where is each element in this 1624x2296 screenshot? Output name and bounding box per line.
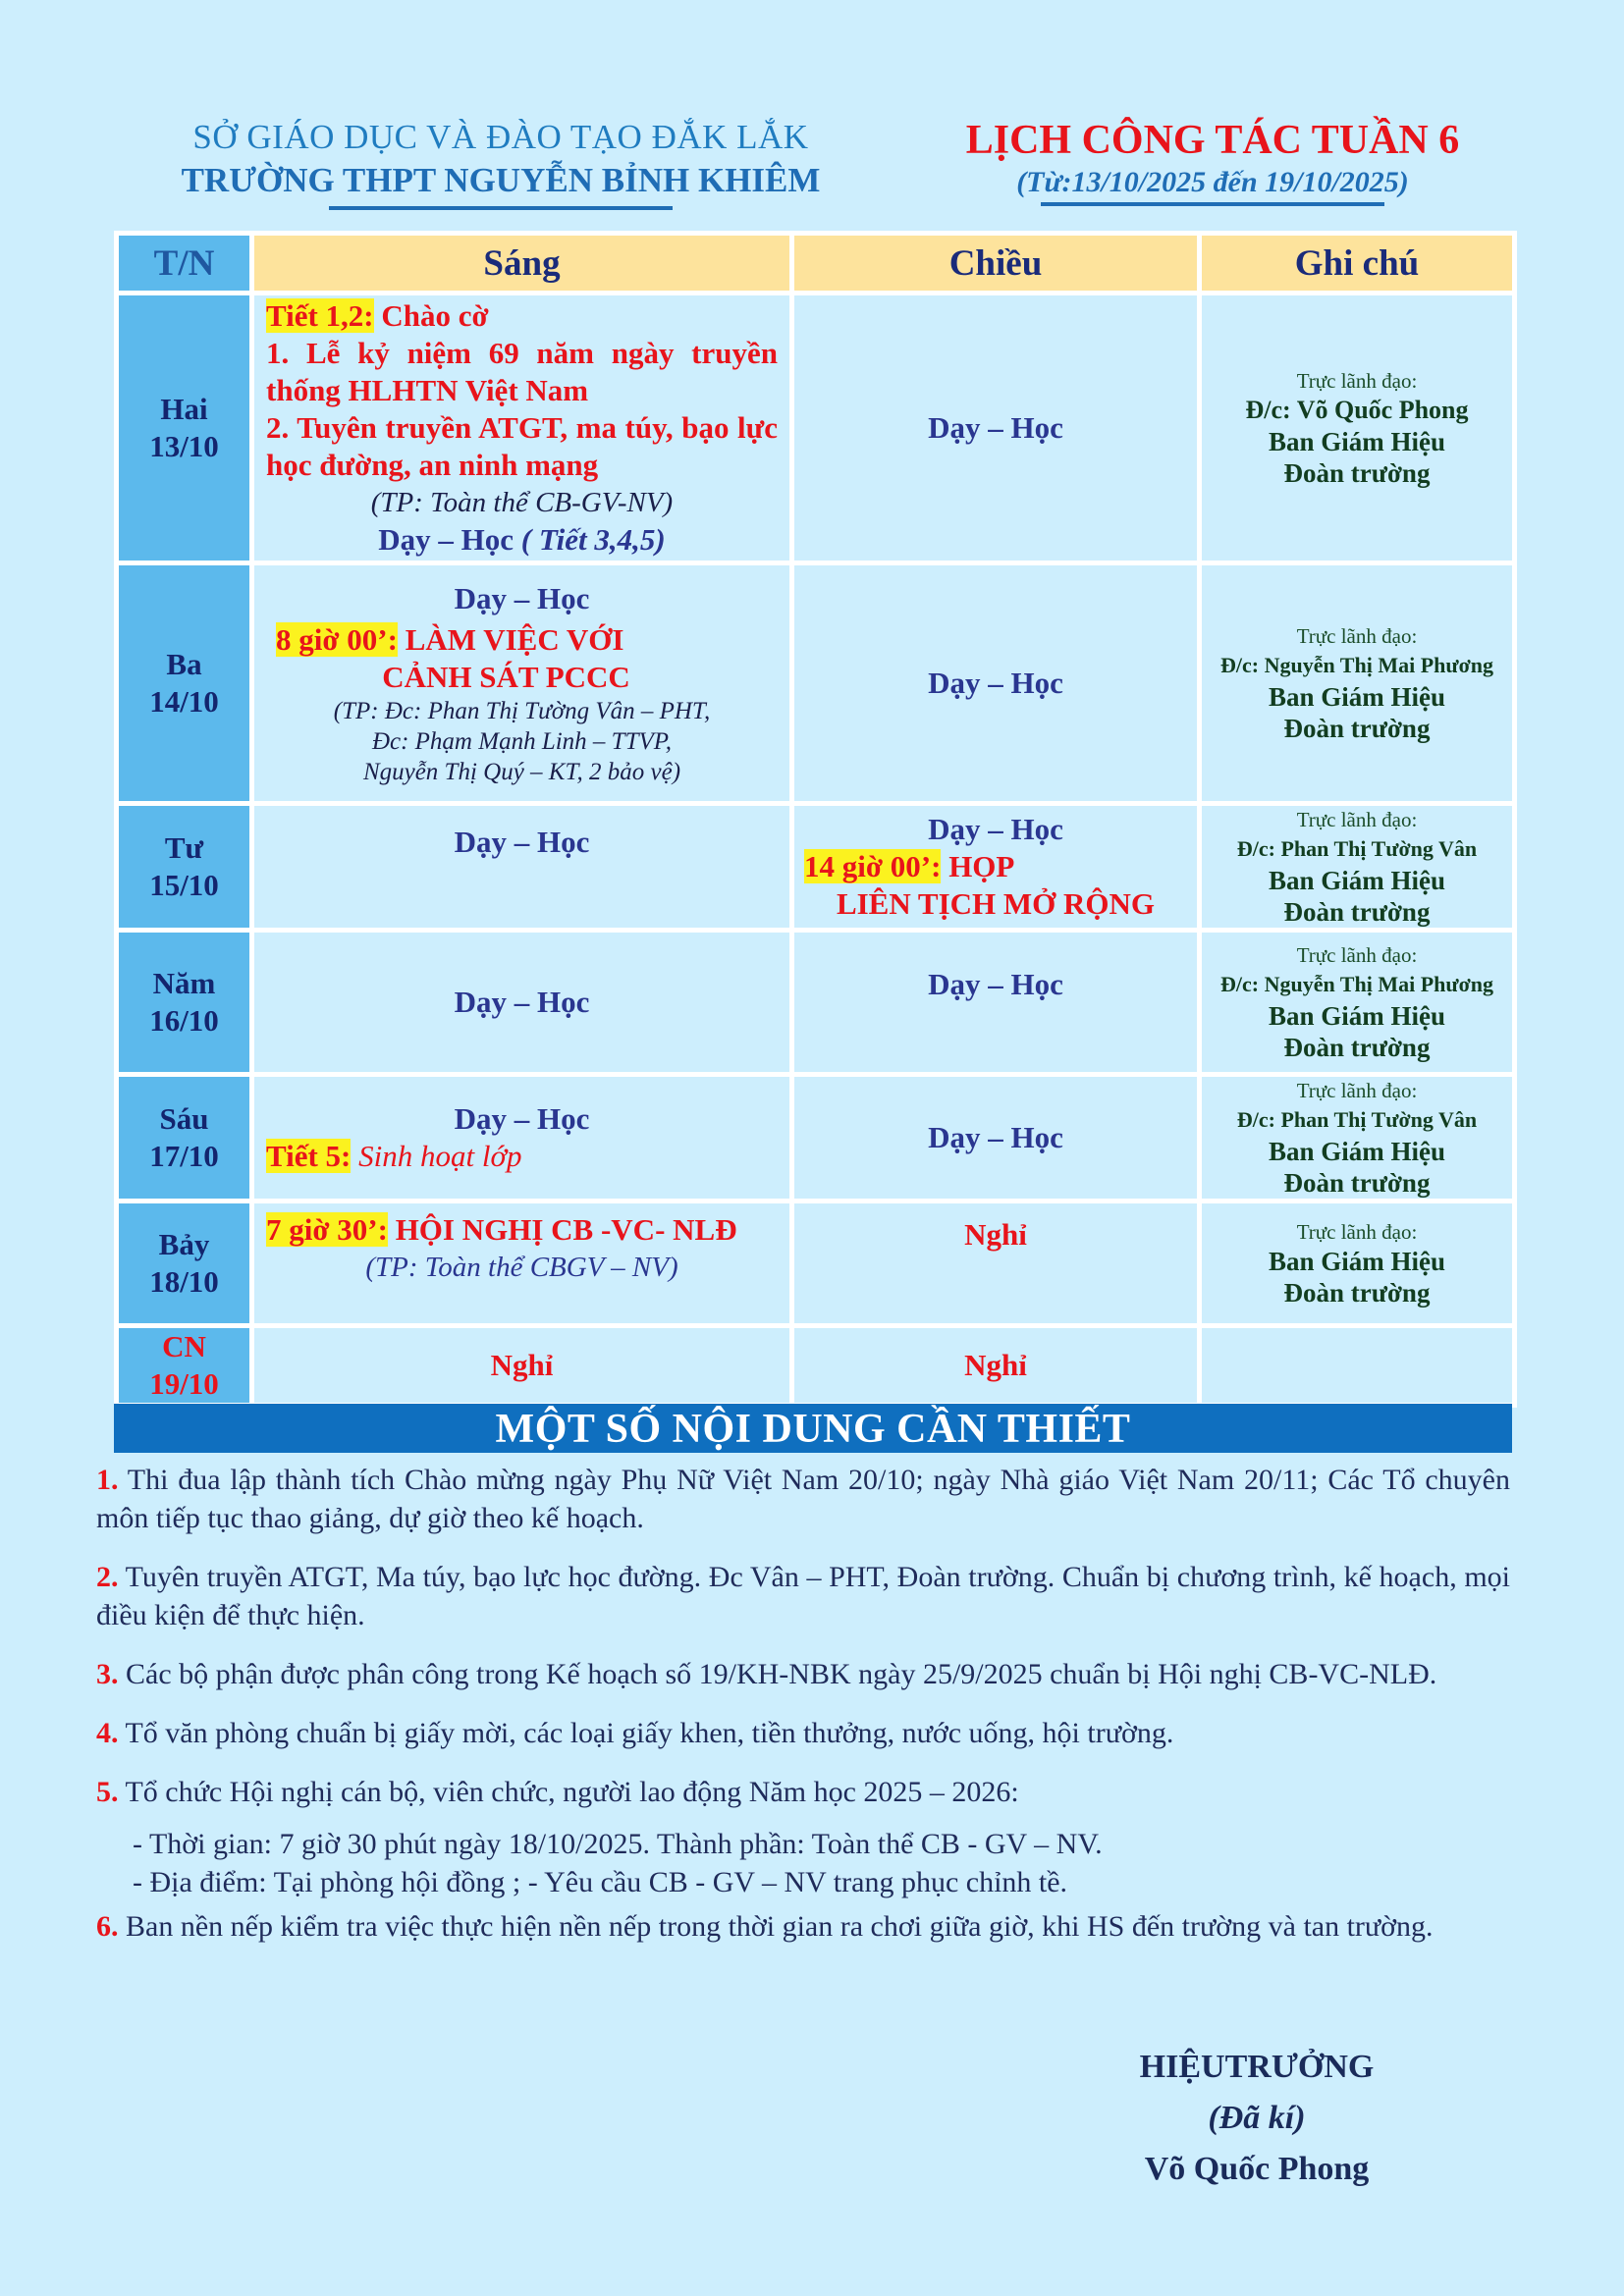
date-underline <box>1041 202 1384 206</box>
table-header-row <box>117 234 1515 294</box>
duty-leader: Đ/c: Phan Thị Tường Vân <box>1236 1107 1478 1132</box>
list-item <box>96 1773 1510 1811</box>
day-cell <box>117 563 252 804</box>
list-subitem: - Địa điểm: Tại phòng hội đồng ; - Yêu cầu CB - GV – NV trang phục chỉnh tề. <box>133 1866 1068 1898</box>
table-row-wednesday <box>117 804 1515 931</box>
duty-leader: Đ/c: Phan Thị Tường Vân <box>1236 836 1478 861</box>
youth-union: Đoàn trường <box>1283 1033 1431 1062</box>
rest-text: Nghỉ <box>964 1217 1027 1252</box>
teaching-text: Dạy – Học <box>454 985 590 1019</box>
table-row-thursday <box>117 931 1515 1075</box>
teaching-text: Dạy – Học <box>928 1120 1063 1154</box>
signer-name: Võ Quốc Phong <box>1144 2151 1370 2187</box>
notes-cell <box>1200 931 1515 1075</box>
col-header-notes: Ghi chú <box>1200 234 1515 294</box>
item-number: 2. <box>96 1561 119 1593</box>
board-of-directors: Ban Giám Hiệu <box>1268 1001 1446 1031</box>
duty-label: Trực lãnh đạo: <box>1296 943 1418 967</box>
duty-leader: Đ/c: Nguyễn Thị Mai Phương <box>1219 972 1493 996</box>
day-date: 15/10 <box>149 868 219 902</box>
participants: (TP: Toàn thể CB-GV-NV) <box>370 487 674 518</box>
schedule-table <box>114 231 1517 1408</box>
board-of-directors: Ban Giám Hiệu <box>1268 866 1446 895</box>
morning-cell <box>252 1326 792 1406</box>
list-item <box>96 1461 1510 1537</box>
event-text: LIÊN TỊCH MỞ RỘNG <box>836 886 1156 921</box>
item-number: 5. <box>96 1776 119 1808</box>
notice-list <box>96 1461 1510 1966</box>
table-row-tuesday <box>117 563 1515 804</box>
school-header <box>108 116 893 210</box>
day-cell <box>117 804 252 931</box>
time-tag: 14 giờ 00’: <box>804 849 942 883</box>
table-row-friday <box>117 1075 1515 1201</box>
teaching-text: Dạy – Học <box>928 967 1063 1001</box>
notes-cell <box>1200 1075 1515 1201</box>
school-underline <box>329 206 673 210</box>
day-date: 16/10 <box>149 1003 219 1038</box>
item-number: 6. <box>96 1910 119 1943</box>
list-item <box>96 1714 1510 1752</box>
time-tag: 8 giờ 00’: <box>276 621 398 657</box>
day-date: 17/10 <box>149 1139 219 1173</box>
morning-cell <box>252 563 792 804</box>
youth-union: Đoàn trường <box>1283 1278 1431 1308</box>
date-range: (Từ:13/10/2025 đến 19/10/2025) <box>1016 166 1409 198</box>
item-text: Thi đua lập thành tích Chào mừng ngày Phụ Nữ Việt Nam 20/10; ngày Nhà giáo Việt Nam 20/11; Các Tổ chuyên môn tiếp tục thao giảng, dự giờ theo kế hoạch. <box>96 1464 1510 1534</box>
event-line: 1. Lễ kỷ niệm 69 năm ngày truyền thống HLHTN Việt Nam <box>266 336 778 407</box>
schedule-header <box>913 116 1512 206</box>
teaching-text: Dạy – Học <box>454 825 590 859</box>
item-number: 1. <box>96 1464 119 1496</box>
rest-text: Nghỉ <box>964 1348 1027 1382</box>
event-text: HỌP <box>941 849 1015 883</box>
list-item <box>96 1558 1510 1634</box>
duty-label: Trực lãnh đạo: <box>1296 808 1418 831</box>
list-item <box>96 1907 1510 1946</box>
afternoon-cell <box>792 294 1200 563</box>
rest-text: Nghỉ <box>490 1348 554 1382</box>
signed-status: (Đã kí) <box>1208 2100 1306 2136</box>
signer-title: HIỆUTRƯỞNG <box>1139 2049 1375 2085</box>
morning-cell <box>252 1075 792 1201</box>
participants: Nguyễn Thị Quý – KT, 2 bảo vệ) <box>362 758 681 785</box>
youth-union: Đoàn trường <box>1283 714 1431 743</box>
duty-label: Trực lãnh đạo: <box>1296 1220 1418 1244</box>
department-name: SỞ GIÁO DỤC VÀ ĐÀO TẠO ĐẮK LẮK <box>192 118 809 156</box>
event-text: LÀM VIỆC VỚI <box>397 621 624 657</box>
participants: (TP: Toàn thể CBGV – NV) <box>365 1252 678 1283</box>
day-name: Tư <box>164 830 204 865</box>
table-row-sunday <box>117 1326 1515 1406</box>
teaching-text: Dạy – Học <box>454 580 590 615</box>
table-row-monday <box>117 294 1515 563</box>
col-header-tn: T/N <box>117 234 252 294</box>
teaching-text: Dạy – Học <box>928 812 1063 846</box>
duty-leader: Đ/c: Nguyễn Thị Mai Phương <box>1219 653 1493 677</box>
afternoon-cell <box>792 1201 1200 1326</box>
event-text: HỘI NGHỊ CB -VC- NLĐ <box>387 1212 737 1247</box>
signature-block <box>1090 2042 1424 2195</box>
morning-cell <box>252 294 792 563</box>
notes-cell <box>1200 294 1515 563</box>
table-row-saturday <box>117 1201 1515 1326</box>
item-text: Ban nền nếp kiểm tra việc thực hiện nền nếp trong thời gian ra chơi giữa giờ, khi HS đến trường và tan trường. <box>118 1910 1434 1943</box>
afternoon-cell <box>792 563 1200 804</box>
morning-cell <box>252 1201 792 1326</box>
item-number: 3. <box>96 1658 119 1690</box>
list-item <box>96 1655 1510 1693</box>
morning-cell <box>252 804 792 931</box>
event-line: 2. Tuyên truyền ATGT, ma túy, bạo lực học đường, an ninh mạng <box>266 410 778 482</box>
day-name: Ba <box>166 647 202 681</box>
day-date: 14/10 <box>149 684 219 719</box>
day-cell <box>117 1326 252 1406</box>
col-header-afternoon: Chiều <box>792 234 1200 294</box>
notes-cell <box>1200 1201 1515 1326</box>
event-text: Chào cờ <box>373 298 489 333</box>
list-subitem: - Thời gian: 7 giờ 30 phút ngày 18/10/2025. Thành phần: Toàn thể CB - GV – NV. <box>133 1828 1103 1860</box>
notes-cell <box>1200 1326 1515 1406</box>
notes-cell <box>1200 563 1515 804</box>
afternoon-cell <box>792 804 1200 931</box>
item-text: Tổ chức Hội nghị cán bộ, viên chức, người lao động Năm học 2025 – 2026: <box>118 1776 1019 1808</box>
youth-union: Đoàn trường <box>1283 897 1431 927</box>
afternoon-cell <box>792 1326 1200 1406</box>
duty-leader: Đ/c: Võ Quốc Phong <box>1245 396 1469 424</box>
period-tag: Tiết 5: <box>266 1139 352 1173</box>
day-name: Năm <box>152 966 216 1000</box>
day-cell <box>117 1075 252 1201</box>
afternoon-cell <box>792 931 1200 1075</box>
day-name: Sáu <box>159 1101 209 1136</box>
board-of-directors: Ban Giám Hiệu <box>1268 427 1446 456</box>
duty-label: Trực lãnh đạo: <box>1296 369 1418 393</box>
item-text: Tổ văn phòng chuẩn bị giấy mời, các loại giấy khen, tiền thưởng, nước uống, hội trường. <box>118 1717 1174 1749</box>
section-title: MỘT SỐ NỘI DUNG CẦN THIẾT <box>114 1404 1512 1453</box>
teaching-text: Dạy – Học <box>928 410 1063 445</box>
participants: Đc: Phạm Mạnh Linh – TTVP, <box>371 727 673 755</box>
participants: (TP: Đc: Phan Thị Tường Vân – PHT, <box>333 697 711 724</box>
school-name: TRƯỜNG THPT NGUYỄN BỈNH KHIÊM <box>181 161 821 199</box>
day-cell <box>117 1201 252 1326</box>
day-date: 13/10 <box>149 429 219 463</box>
teaching-periods: ( Tiết 3,4,5) <box>520 522 666 557</box>
day-date: 19/10 <box>149 1366 219 1401</box>
day-date: 18/10 <box>149 1264 219 1299</box>
youth-union: Đoàn trường <box>1283 458 1431 488</box>
board-of-directors: Ban Giám Hiệu <box>1268 1137 1446 1166</box>
period-tag: Tiết 1,2: <box>266 298 374 333</box>
notes-cell <box>1200 804 1515 931</box>
day-name: CN <box>162 1329 206 1363</box>
teaching-text: Dạy – Học <box>454 1101 590 1136</box>
col-header-morning: Sáng <box>252 234 792 294</box>
teaching-text: Dạy – Học <box>378 522 521 557</box>
day-name: Bảy <box>158 1227 210 1261</box>
day-name: Hai <box>160 392 208 426</box>
youth-union: Đoàn trường <box>1283 1168 1431 1198</box>
teaching-text: Dạy – Học <box>928 666 1063 700</box>
item-number: 4. <box>96 1717 119 1749</box>
day-cell <box>117 931 252 1075</box>
event-text: Sinh hoạt lớp <box>351 1139 522 1173</box>
board-of-directors: Ban Giám Hiệu <box>1268 1247 1446 1276</box>
day-cell <box>117 294 252 563</box>
afternoon-cell <box>792 1075 1200 1201</box>
schedule-title: LỊCH CÔNG TÁC TUẦN 6 <box>965 118 1460 163</box>
item-text: Tuyên truyền ATGT, Ma túy, bạo lực học đường. Đc Vân – PHT, Đoàn trường. Chuẩn bị chương trình, kế hoạch, mọi điều kiện để thực hiện. <box>96 1561 1510 1631</box>
duty-label: Trực lãnh đạo: <box>1296 1079 1418 1102</box>
board-of-directors: Ban Giám Hiệu <box>1268 682 1446 712</box>
event-text: CẢNH SÁT PCCC <box>382 659 630 694</box>
time-tag: 7 giờ 30’: <box>266 1212 388 1247</box>
morning-cell <box>252 931 792 1075</box>
duty-label: Trực lãnh đạo: <box>1296 624 1418 648</box>
item-text: Các bộ phận được phân công trong Kế hoạch số 19/KH-NBK ngày 25/9/2025 chuẩn bị Hội nghị CB-VC-NLĐ. <box>118 1658 1437 1690</box>
